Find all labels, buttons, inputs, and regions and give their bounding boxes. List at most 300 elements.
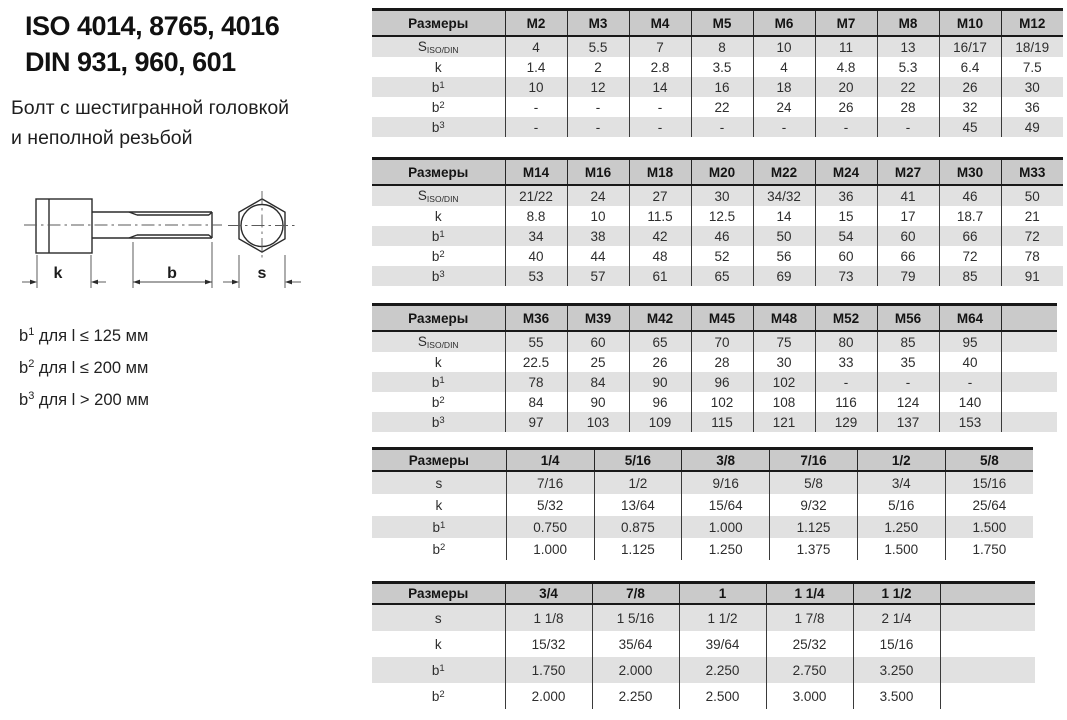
column-header: M33 <box>1001 159 1063 186</box>
dimension-k <box>22 255 106 288</box>
column-header: M4 <box>629 10 691 37</box>
column-header: M12 <box>1001 10 1063 37</box>
value-cell: 1.500 <box>857 538 945 560</box>
value-cell: 38 <box>567 226 629 246</box>
row-label: $S_{ISO/DIN}$ <box>372 185 505 206</box>
value-cell: 7 <box>629 36 691 57</box>
row-label: $b^3$ <box>372 117 505 137</box>
column-header: M20 <box>691 159 753 186</box>
row-label: $b^1$ <box>372 516 506 538</box>
table-row <box>372 412 1057 432</box>
value-cell: 36 <box>1001 97 1063 117</box>
row-label: $b^2$ <box>372 683 505 709</box>
empty-cell <box>1001 352 1057 372</box>
table-row <box>372 372 1057 392</box>
value-cell: - <box>567 97 629 117</box>
footnote-line: $b^2$ для l ≤ 200 мм <box>19 358 149 377</box>
value-cell: 72 <box>1001 226 1063 246</box>
table-row <box>372 36 1063 57</box>
table-row <box>372 77 1063 97</box>
value-cell: 1.000 <box>682 516 770 538</box>
row-label: $S_{ISO/DIN}$ <box>372 331 505 352</box>
value-cell: 3.5 <box>691 57 753 77</box>
bolt-side-view <box>24 199 222 253</box>
empty-cell <box>1001 331 1057 352</box>
value-cell: 116 <box>815 392 877 412</box>
value-cell: 21 <box>1001 206 1063 226</box>
value-cell: - <box>505 97 567 117</box>
value-cell: 15 <box>815 206 877 226</box>
value-cell: 1.750 <box>945 538 1033 560</box>
row-label: k <box>372 494 506 516</box>
value-cell: 30 <box>1001 77 1063 97</box>
table-row <box>372 631 1035 657</box>
value-cell: 2.750 <box>766 657 853 683</box>
row-label: $b^1$ <box>372 657 505 683</box>
value-cell: 70 <box>691 331 753 352</box>
metric-table-m36-m64 <box>372 303 1057 432</box>
value-cell: 33 <box>815 352 877 372</box>
value-cell: 26 <box>939 77 1001 97</box>
column-header: 1/2 <box>857 449 945 472</box>
empty-cell <box>940 657 1035 683</box>
empty-header-cell <box>1001 305 1057 332</box>
row-label: k <box>372 206 505 226</box>
column-header: Размеры <box>372 10 505 37</box>
value-cell: 61 <box>629 266 691 286</box>
value-cell: - <box>815 372 877 392</box>
value-cell: 13/64 <box>594 494 682 516</box>
value-cell: 48 <box>629 246 691 266</box>
iso-standards-line: ISO 4014, 8765, 4016 <box>25 11 280 41</box>
inch-table-quarter-to-5-8 <box>372 447 1033 560</box>
value-cell: 5.3 <box>877 57 939 77</box>
value-cell: 27 <box>629 185 691 206</box>
column-header: M14 <box>505 159 567 186</box>
value-cell: 15/16 <box>853 631 940 657</box>
value-cell: 53 <box>505 266 567 286</box>
value-cell: 46 <box>691 226 753 246</box>
column-header: M30 <box>939 159 1001 186</box>
table-row <box>372 604 1035 631</box>
column-header: 5/8 <box>945 449 1033 472</box>
value-cell: 10 <box>567 206 629 226</box>
table-row <box>372 185 1063 206</box>
dimension-table <box>372 581 1035 709</box>
value-cell: 34 <box>505 226 567 246</box>
value-cell: 73 <box>815 266 877 286</box>
column-header: M5 <box>691 10 753 37</box>
value-cell: 28 <box>691 352 753 372</box>
column-header: M24 <box>815 159 877 186</box>
value-cell: 35/64 <box>592 631 679 657</box>
column-header: M18 <box>629 159 691 186</box>
value-cell: 45 <box>939 117 1001 137</box>
value-cell: 1 1/2 <box>679 604 766 631</box>
value-cell: 2.000 <box>505 683 592 709</box>
dimension-table <box>372 303 1057 432</box>
value-cell: 137 <box>877 412 939 432</box>
description-line-1: Болт с шестигранной головкой <box>11 97 290 119</box>
column-header: 7/8 <box>592 583 679 605</box>
product-description <box>11 93 289 153</box>
value-cell: - <box>629 117 691 137</box>
value-cell: 129 <box>815 412 877 432</box>
value-cell: 3.250 <box>853 657 940 683</box>
value-cell: 84 <box>505 392 567 412</box>
value-cell: 17 <box>877 206 939 226</box>
empty-cell <box>1001 392 1057 412</box>
value-cell: 20 <box>815 77 877 97</box>
column-header: Размеры <box>372 159 505 186</box>
column-header: M45 <box>691 305 753 332</box>
value-cell: 66 <box>939 226 1001 246</box>
value-cell: 80 <box>815 331 877 352</box>
table-row <box>372 494 1033 516</box>
value-cell: 21/22 <box>505 185 567 206</box>
value-cell: 140 <box>939 392 1001 412</box>
value-cell: 1.250 <box>682 538 770 560</box>
value-cell: 10 <box>505 77 567 97</box>
column-header: 1/4 <box>506 449 594 472</box>
value-cell: 26 <box>815 97 877 117</box>
value-cell: 1.000 <box>506 538 594 560</box>
value-cell: 54 <box>815 226 877 246</box>
value-cell: 1.750 <box>505 657 592 683</box>
table-row <box>372 392 1057 412</box>
row-label: $b^2$ <box>372 246 505 266</box>
value-cell: 103 <box>567 412 629 432</box>
column-header: M22 <box>753 159 815 186</box>
table-row <box>372 226 1063 246</box>
value-cell: 97 <box>505 412 567 432</box>
empty-cell <box>940 683 1035 709</box>
standards-title <box>25 8 279 80</box>
value-cell: 26 <box>629 352 691 372</box>
value-cell: 2.8 <box>629 57 691 77</box>
value-cell: 49 <box>1001 117 1063 137</box>
value-cell: 1.500 <box>945 516 1033 538</box>
value-cell: 1.4 <box>505 57 567 77</box>
table-row <box>372 331 1057 352</box>
value-cell: 18 <box>753 77 815 97</box>
value-cell: 1.250 <box>857 516 945 538</box>
empty-header-cell <box>940 583 1035 605</box>
value-cell: 46 <box>939 185 1001 206</box>
value-cell: 65 <box>691 266 753 286</box>
table-row <box>372 538 1033 560</box>
row-label: $b^3$ <box>372 266 505 286</box>
table-row <box>372 657 1035 683</box>
value-cell: 14 <box>629 77 691 97</box>
table-row <box>372 352 1057 372</box>
column-header: M52 <box>815 305 877 332</box>
value-cell: 78 <box>505 372 567 392</box>
empty-cell <box>1001 412 1057 432</box>
value-cell: 10 <box>753 36 815 57</box>
value-cell: 16 <box>691 77 753 97</box>
value-cell: 84 <box>567 372 629 392</box>
value-cell: 0.750 <box>506 516 594 538</box>
value-cell: 15/16 <box>945 471 1033 494</box>
metric-table-m14-m33 <box>372 157 1063 286</box>
value-cell: 22 <box>691 97 753 117</box>
column-header: M64 <box>939 305 1001 332</box>
value-cell: 5/8 <box>770 471 858 494</box>
value-cell: 57 <box>567 266 629 286</box>
value-cell: 91 <box>1001 266 1063 286</box>
value-cell: 6.4 <box>939 57 1001 77</box>
value-cell: 16/17 <box>939 36 1001 57</box>
value-cell: 12 <box>567 77 629 97</box>
value-cell: 11 <box>815 36 877 57</box>
column-header: M16 <box>567 159 629 186</box>
value-cell: 5/16 <box>857 494 945 516</box>
row-label: $b^2$ <box>372 538 506 560</box>
value-cell: 13 <box>877 36 939 57</box>
value-cell: 60 <box>567 331 629 352</box>
column-header: M10 <box>939 10 1001 37</box>
value-cell: 24 <box>567 185 629 206</box>
column-header: 1 1/4 <box>766 583 853 605</box>
value-cell: 121 <box>753 412 815 432</box>
value-cell: 72 <box>939 246 1001 266</box>
value-cell: 96 <box>629 392 691 412</box>
column-header: 7/16 <box>770 449 858 472</box>
value-cell: 60 <box>815 246 877 266</box>
row-label: $S_{ISO/DIN}$ <box>372 36 505 57</box>
table-row <box>372 117 1063 137</box>
value-cell: 7/16 <box>506 471 594 494</box>
value-cell: 40 <box>939 352 1001 372</box>
row-label: $b^1$ <box>372 226 505 246</box>
value-cell: 0.875 <box>594 516 682 538</box>
value-cell: - <box>877 372 939 392</box>
empty-cell <box>1001 372 1057 392</box>
value-cell: 2.500 <box>679 683 766 709</box>
value-cell: 79 <box>877 266 939 286</box>
value-cell: 30 <box>753 352 815 372</box>
value-cell: 108 <box>753 392 815 412</box>
value-cell: 96 <box>691 372 753 392</box>
value-cell: 34/32 <box>753 185 815 206</box>
dimension-table <box>372 447 1033 560</box>
value-cell: 12.5 <box>691 206 753 226</box>
value-cell: 8 <box>691 36 753 57</box>
value-cell: 41 <box>877 185 939 206</box>
column-header: 3/4 <box>505 583 592 605</box>
value-cell: 4 <box>505 36 567 57</box>
value-cell: 42 <box>629 226 691 246</box>
dimension-b <box>133 242 212 288</box>
value-cell: 65 <box>629 331 691 352</box>
value-cell: 60 <box>877 226 939 246</box>
table-row <box>372 471 1033 494</box>
value-cell: 52 <box>691 246 753 266</box>
value-cell: - <box>629 97 691 117</box>
value-cell: 44 <box>567 246 629 266</box>
row-label: k <box>372 631 505 657</box>
value-cell: 5/32 <box>506 494 594 516</box>
value-cell: 7.5 <box>1001 57 1063 77</box>
column-header: M8 <box>877 10 939 37</box>
value-cell: 85 <box>877 331 939 352</box>
thread-length-notes <box>19 318 149 414</box>
column-header: M36 <box>505 305 567 332</box>
empty-cell <box>940 604 1035 631</box>
value-cell: 4.8 <box>815 57 877 77</box>
row-label: k <box>372 57 505 77</box>
value-cell: 1 7/8 <box>766 604 853 631</box>
value-cell: 9/32 <box>770 494 858 516</box>
value-cell: 36 <box>815 185 877 206</box>
value-cell: 75 <box>753 331 815 352</box>
dimension-table <box>372 157 1063 286</box>
value-cell: - <box>567 117 629 137</box>
value-cell: - <box>505 117 567 137</box>
value-cell: 50 <box>753 226 815 246</box>
value-cell: 8.8 <box>505 206 567 226</box>
dimension-s <box>223 255 301 288</box>
dimension-b-label: b <box>167 265 177 282</box>
column-header: M6 <box>753 10 815 37</box>
value-cell: 25 <box>567 352 629 372</box>
column-header: M56 <box>877 305 939 332</box>
bolt-technical-drawing <box>0 185 320 310</box>
row-label: s <box>372 471 506 494</box>
value-cell: 95 <box>939 331 1001 352</box>
value-cell: 2 1/4 <box>853 604 940 631</box>
table-row <box>372 206 1063 226</box>
value-cell: 102 <box>753 372 815 392</box>
value-cell: 18/19 <box>1001 36 1063 57</box>
footnote-line: $b^3$ для l > 200 мм <box>19 390 149 409</box>
column-header: M39 <box>567 305 629 332</box>
column-header: M27 <box>877 159 939 186</box>
value-cell: 30 <box>691 185 753 206</box>
value-cell: - <box>877 117 939 137</box>
column-header: M42 <box>629 305 691 332</box>
row-label: k <box>372 352 505 372</box>
value-cell: 1/2 <box>594 471 682 494</box>
value-cell: 18.7 <box>939 206 1001 226</box>
value-cell: 22.5 <box>505 352 567 372</box>
column-header: 1 <box>679 583 766 605</box>
value-cell: 4 <box>753 57 815 77</box>
value-cell: 2.250 <box>679 657 766 683</box>
value-cell: - <box>691 117 753 137</box>
value-cell: 2.000 <box>592 657 679 683</box>
table-row <box>372 266 1063 286</box>
value-cell: 78 <box>1001 246 1063 266</box>
value-cell: 3.000 <box>766 683 853 709</box>
column-header: Размеры <box>372 449 506 472</box>
value-cell: 5.5 <box>567 36 629 57</box>
value-cell: 90 <box>567 392 629 412</box>
value-cell: 35 <box>877 352 939 372</box>
metric-table-m2-m12 <box>372 8 1063 137</box>
value-cell: 39/64 <box>679 631 766 657</box>
value-cell: 1 1/8 <box>505 604 592 631</box>
value-cell: - <box>753 117 815 137</box>
value-cell: 55 <box>505 331 567 352</box>
column-header: M48 <box>753 305 815 332</box>
value-cell: 3/4 <box>857 471 945 494</box>
value-cell: 28 <box>877 97 939 117</box>
din-standards-line: DIN 931, 960, 601 <box>25 47 236 77</box>
value-cell: 15/32 <box>505 631 592 657</box>
value-cell: 85 <box>939 266 1001 286</box>
column-header: 3/8 <box>682 449 770 472</box>
value-cell: 14 <box>753 206 815 226</box>
table-row <box>372 57 1063 77</box>
dimension-s-label: s <box>257 265 267 282</box>
row-label: $b^2$ <box>372 392 505 412</box>
value-cell: 25/64 <box>945 494 1033 516</box>
table-row <box>372 246 1063 266</box>
table-row <box>372 97 1063 117</box>
value-cell: 25/32 <box>766 631 853 657</box>
row-label: s <box>372 604 505 631</box>
column-header: M3 <box>567 10 629 37</box>
value-cell: 124 <box>877 392 939 412</box>
value-cell: - <box>939 372 1001 392</box>
row-label: $b^1$ <box>372 372 505 392</box>
value-cell: 66 <box>877 246 939 266</box>
table-row <box>372 516 1033 538</box>
column-header: 1 1/2 <box>853 583 940 605</box>
value-cell: 15/64 <box>682 494 770 516</box>
description-line-2: и неполной резьбой <box>11 127 193 149</box>
inch-table-3-4-to-1-1-2 <box>372 581 1035 709</box>
value-cell: 2.250 <box>592 683 679 709</box>
value-cell: 11.5 <box>629 206 691 226</box>
row-label: $b^3$ <box>372 412 505 432</box>
column-header: Размеры <box>372 305 505 332</box>
value-cell: 69 <box>753 266 815 286</box>
value-cell: 109 <box>629 412 691 432</box>
row-label: $b^2$ <box>372 97 505 117</box>
bolt-end-view <box>228 191 296 260</box>
value-cell: 56 <box>753 246 815 266</box>
value-cell: 22 <box>877 77 939 97</box>
value-cell: 1.125 <box>594 538 682 560</box>
value-cell: 1.125 <box>770 516 858 538</box>
value-cell: 153 <box>939 412 1001 432</box>
value-cell: 102 <box>691 392 753 412</box>
value-cell: 90 <box>629 372 691 392</box>
value-cell: 2 <box>567 57 629 77</box>
value-cell: 40 <box>505 246 567 266</box>
table-row <box>372 683 1035 709</box>
value-cell: - <box>815 117 877 137</box>
column-header: M2 <box>505 10 567 37</box>
column-header: Размеры <box>372 583 505 605</box>
value-cell: 50 <box>1001 185 1063 206</box>
value-cell: 32 <box>939 97 1001 117</box>
value-cell: 9/16 <box>682 471 770 494</box>
footnote-line: $b^1$ для l ≤ 125 мм <box>19 326 149 345</box>
value-cell: 3.500 <box>853 683 940 709</box>
value-cell: 115 <box>691 412 753 432</box>
column-header: 5/16 <box>594 449 682 472</box>
column-header: M7 <box>815 10 877 37</box>
value-cell: 1.375 <box>770 538 858 560</box>
value-cell: 1 5/16 <box>592 604 679 631</box>
row-label: $b^1$ <box>372 77 505 97</box>
empty-cell <box>940 631 1035 657</box>
value-cell: 24 <box>753 97 815 117</box>
